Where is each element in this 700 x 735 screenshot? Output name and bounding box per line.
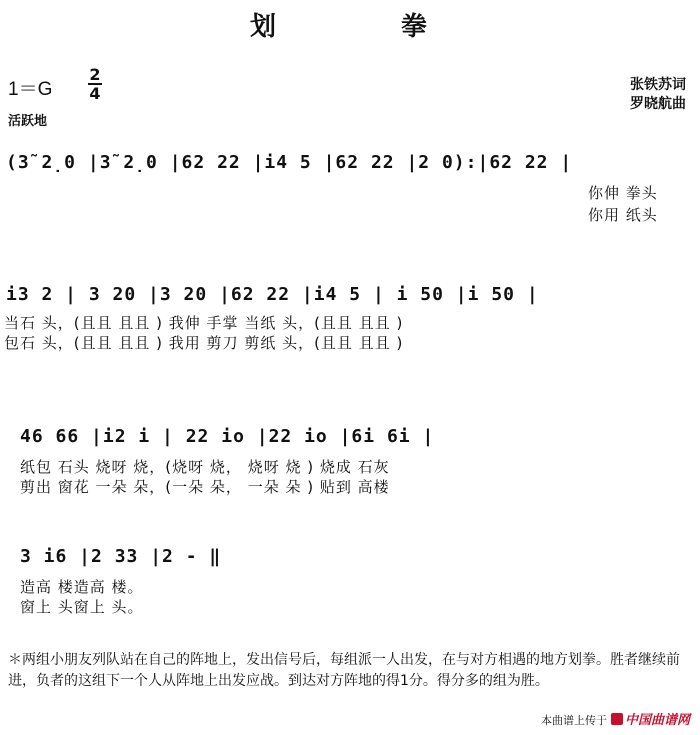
song-title: 划 拳 (250, 12, 486, 42)
lyric-line-1-verse-2: 你用 纸头 (588, 206, 658, 224)
site-name: 中国曲谱网 (624, 713, 690, 728)
lyric-line-4-verse-1: 造高 楼造高 楼。 (20, 578, 144, 596)
lyric-line-3-verse-1: 纸包 石头 烧呀 烧，(烧呀 烧， 烧呀 烧 ) 烧成 石灰 (20, 458, 390, 476)
time-signature-bottom: 4 (89, 84, 101, 103)
performance-note: ＊两组小朋友列队站在自己的阵地上，发出信号后，每组派一人出发，在与对方相遇的地方划拳。胜者继续前进，负者的这组下一个人从阵地上出发应战。到达对方阵地的得1分。得分多的组为胜。 (8, 652, 680, 689)
key-signature: 1＝G (8, 79, 53, 100)
time-signature-top: 2 (89, 65, 101, 84)
notation-line-1: (3̃ 2̣0 |3̃ 2̣0 |62 22 |i4 5 |62 22 |2 0):|62 22 | (6, 152, 573, 173)
lyric-line-4-verse-2: 窗上 头窗上 头。 (20, 598, 144, 616)
tempo-marking: 活跃地 (8, 114, 48, 129)
composer-credit: 罗晓航曲 (630, 96, 686, 112)
site-logo-icon (611, 713, 623, 725)
time-signature (88, 66, 102, 102)
notation-line-3: 46 66 |i2 i | 22 io |22 io |6i 6i | (20, 426, 435, 447)
notation-line-4: 3 i6 |2 33 |2 - ‖ (20, 546, 222, 567)
upload-note: 本曲谱上传于 (540, 714, 607, 727)
lyric-line-2-verse-1: 当石 头，(且且 且且 ) 我伸 手掌 当纸 头，(且且 且且 ) (4, 314, 404, 332)
lyric-line-1-verse-1: 你伸 拳头 (588, 184, 658, 202)
lyric-line-2-verse-2: 包石 头，(且且 且且 ) 我用 剪刀 剪纸 头，(且且 且且 ) (4, 334, 404, 352)
lyricist-credit: 张铁苏词 (630, 77, 686, 93)
lyric-line-3-verse-2: 剪出 窗花 一朵 朵，(一朵 朵， 一朵 朵 ) 贴到 高楼 (20, 478, 390, 496)
upload-credit (541, 709, 690, 728)
notation-line-2: i3 2 | 3 20 |3 20 |62 22 |i4 5 | i 50 |i 50 | (6, 284, 539, 305)
